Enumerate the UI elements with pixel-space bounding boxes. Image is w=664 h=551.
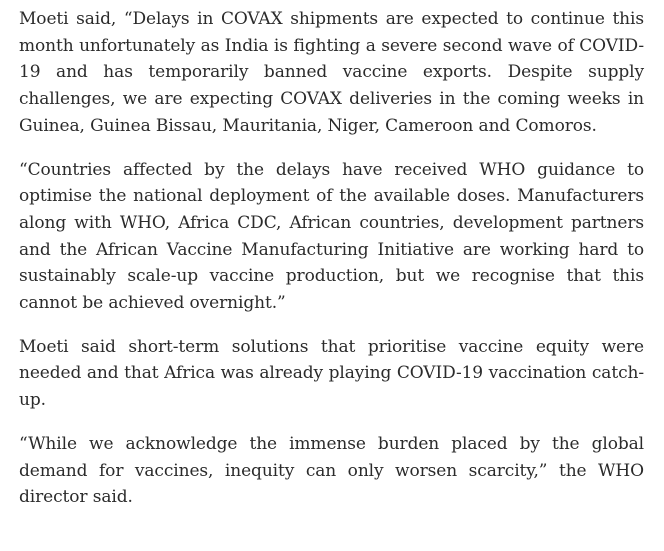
paragraph-who-guidance: “Countries affected by the delays have received WHO guidance to optimise the national deployment of the available doses. Manufacturers along with WHO, Africa CDC, African countries, development partners and the African Vaccine Manufacturing Initiative are working hard to sustainably scale-up vaccine production, but we recognise that this cannot be achieved overnight.” xyxy=(19,159,644,314)
paragraph-covax-delays: Moeti said, “Delays in COVAX shipments are expected to continue this month unfortunately as India is fighting a severe second wave of COVID-19 and has temporarily banned vaccine exports. Despite supply challenges, we are expecting COVAX deliveries in the coming weeks in Guinea, Guinea Bissau, Mauritania, Niger, Cameroon and Comoros. xyxy=(19,9,644,136)
paragraph-short-term-solutions: Moeti said short-term solutions that prioritise vaccine equity were needed and that Africa was already playing COVID-19 vaccination catch-up. xyxy=(19,336,644,411)
paragraph-director-quote: “While we acknowledge the immense burden placed by the global demand for vaccines, inequity can only worsen scarcity,” the WHO director said. xyxy=(19,433,644,508)
